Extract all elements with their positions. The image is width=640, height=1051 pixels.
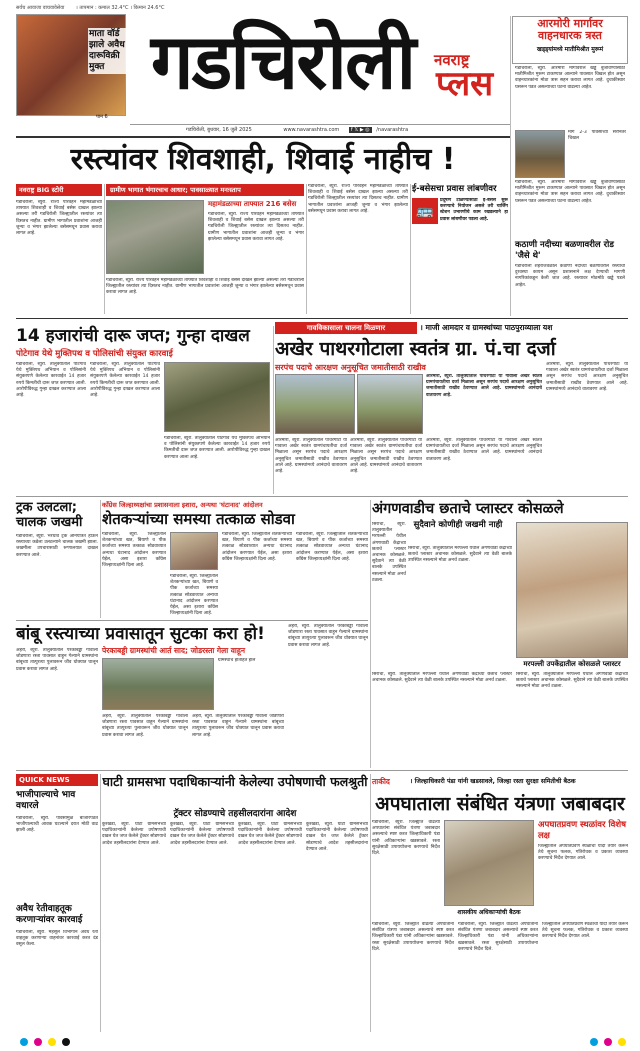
anganwadi-headline[interactable]: अंगणवाडीच छताचे प्लास्टर कोसळले xyxy=(372,501,564,517)
registration-mark xyxy=(62,1038,70,1046)
side-top-body-2: गडचिरोली, ब्युरो. आरमोरी मार्गावरील खड्डे बुजविण्यासाठी मातीमिश्रीत मुरूम टाकण्यात आल्याने पावसात चिखल होत असून वाहनधारकांना मोठा त्रास सहन करावा लागत आहे. दुचाकीस्वार घसरून पडत असल्याच्या घटना वाढल्या आहेत. xyxy=(515,180,625,204)
bamboo-photo xyxy=(102,658,214,710)
side-top-caption: मागे 2-3 पावसांच्या सरींनंतर चिखल xyxy=(568,130,626,142)
bamboo-headline[interactable]: बांबू रस्त्याच्या प्रवासातून सुटका करा हो! xyxy=(16,624,265,644)
accident-body-3: गडचिरोली, ब्युरो. जिल्ह्यात वाढत्या अपघातांना संबंधित यंत्रणा जबाबदार असल्याचे स्पष्ट करत जिल्हाधिकारी पंडा यांनी अधिकाऱ्यांना खडसावले. रस्ता सुरक्षेसाठी उपाययोजना करण्याचे निर्देश दिले. xyxy=(458,922,538,952)
quick-news-label: QUICK NEWS xyxy=(16,774,98,786)
farmers-body-2: गडचिरोली, ब्युरो. जिल्ह्यातील शेतकऱ्यांच्या खत, बियाणे व पीक कर्जाच्या समस्या तत्काळ सोडवाव्यात अन्यथा घंटानाद आंदोलन करण्यात येईल, असा इशारा काँग्रेस जिल्हाध्यक्षांनी दिला आहे. xyxy=(170,574,218,617)
big-story-tag: नवराष्ट्र BIG स्टोरी xyxy=(16,184,102,196)
bamboo-body-2: अहेरी, ब्युरो. तालुक्यातील पेरकाबड्डी गावाला जोडणारा रस्ता पावसात वाहून गेल्याने ग्रामस्थांना बांबूच्या तात्पुरत्या पुलावरून जीव धोक्यात घालून प्रवास करावा लागत आहे. xyxy=(102,714,188,738)
accident-photo xyxy=(444,820,534,906)
accident-body-4: जिल्ह्यातील अपघातप्रवण स्थळांची यादी तयार करून तेथे सूचना फलक, गतिरोधक व प्रकाश व्यवस्था करण्याचे निर्देश देण्यात आले. xyxy=(542,922,628,940)
quick-news-1-body: गडचिरोली, ब्युरो. पावसामुळे बाजारपेठेत भाजीपाल्याची आवक घटल्याने दरात मोठी वाढ झाली आहे. xyxy=(16,816,98,834)
lead-body: गडचिरोली, ब्युरो. राज्य परिवहन महामंडळाच्या ताफ्यात शिवशाही व शिवाई बसेस दाखल झाल्या असल्या तरी गडचिरोली जिल्ह्यातील रस्त्यांवर त्या दिसतच नाहीत. ग्रामीण भागातील प्रवाशांना आजही जुन्या व भंगार झालेल्या बसेसमधून प्रवास करावा लागत आहे. xyxy=(16,200,102,237)
weather-info: । तापमान : कमाल 32.4°C । किमान 24.6°C xyxy=(75,5,165,11)
gp-subhead: सरपंच पदाचे आरक्षण अनुसूचित जमातीसाठी राखीव xyxy=(275,363,426,372)
farmers-photo xyxy=(170,532,218,570)
social-handle[interactable]: /navarashtra xyxy=(376,127,409,133)
anganwadi-caption: मरपल्ली उपकेंद्रातील कोसळले प्लास्टर xyxy=(523,660,621,668)
registration-mark xyxy=(34,1038,42,1046)
social-icons[interactable]: f 𝕏 ▶ ◎ xyxy=(350,127,370,133)
gp-body-2: आरमोरी, ब्युरो. तालुक्यातील पाथरगोटा या गावाला अखेर स्वतंत्र ग्रामपंचायतीचा दर्जा मिळाला असून सरपंच पदाचे आरक्षण अनुसूचित जमातीसाठी राखीव ठेवण्यात आले आहे. ग्रामस्थांमध्ये आनंदाचे वातावरण आहे. xyxy=(350,438,422,475)
lead-kicker: ग्रामीण भागात भंगारचाच आधार; पावसाळ्यात मनःस्ताप xyxy=(106,184,304,196)
quick-news-1-headline[interactable]: भाजीपाल्याचे भाव वधारले xyxy=(16,790,76,811)
bamboo-subhead: पेरकाबड्डी ग्रामस्थांची आर्त साद; जोडरस्ता गेला वाहून xyxy=(102,646,246,655)
gp-body-3: आरमोरी, ब्युरो. तालुक्यातील पाथरगोटा या गावाला अखेर स्वतंत्र ग्रामपंचायतीचा दर्जा मिळाला असून सरपंच पदाचे आरक्षण अनुसूचित जमातीसाठी राखीव ठेवण्यात आले आहे. ग्रामस्थांमध्ये आनंदाचे वातावरण आहे. xyxy=(426,438,542,462)
registration-mark xyxy=(618,1038,626,1046)
registration-mark xyxy=(20,1038,28,1046)
anganwadi-body-3: सिरोंचा, ब्युरो. तालुक्यातील मरपल्ली येथील अंगणवाडी केंद्राच्या छताचे प्लास्टर अचानक कोसळले. सुदैवाने त्या वेळी बालके उपस्थित नसल्याने मोठा अनर्थ टळला. xyxy=(372,672,512,684)
liquor-photo xyxy=(164,362,270,432)
accident-body: गडचिरोली, ब्युरो. जिल्ह्यात वाढत्या अपघातांना संबंधित यंत्रणा जबाबदार असल्याचे स्पष्ट करत जिल्हाधिकारी पंडा यांनी अधिकाऱ्यांना खडसावले. रस्ता सुरक्षेसाठी उपाययोजना करण्याचे निर्देश दिले. xyxy=(372,820,440,857)
accident-body-2: गडचिरोली, ब्युरो. जिल्ह्यात वाढत्या अपघातांना संबंधित यंत्रणा जबाबदार असल्याचे स्पष्ट करत जिल्हाधिकारी पंडा यांनी अधिकाऱ्यांना खडसावले. रस्ता सुरक्षेसाठी उपाययोजना करण्याचे निर्देश दिले. xyxy=(372,922,454,952)
gp-intro: आरमोरी, ब्युरो. तालुक्यातील पाथरगोटा या गावाला अखेर स्वतंत्र ग्रामपंचायतीचा दर्जा मिळाला असून सरपंच पदाचे आरक्षण अनुसूचित जमातीसाठी राखीव ठेवण्यात आले आहे. ग्रामस्थांमध्ये आनंदाचे वातावरण आहे. xyxy=(426,374,542,398)
brand-bottom: प्लस xyxy=(436,64,494,104)
anganwadi-body: सिरोंचा, ब्युरो. तालुक्यातील मरपल्ली येथील अंगणवाडी केंद्राच्या छताचे प्लास्टर अचानक कोसळले. सुदैवाने त्या वेळी बालके उपस्थित नसल्याने मोठा अनर्थ टळला. xyxy=(372,522,406,583)
dateline-bar xyxy=(130,124,510,134)
strip2-text[interactable]: । जिल्हाधिकारी पंडा यांनी खडसावले, जिल्हा रस्ता सुरक्षा समितीची बैठक xyxy=(410,778,576,785)
farmers-headline[interactable]: शेतकऱ्यांच्या समस्या तत्काळ सोडवा xyxy=(102,510,295,528)
side-top-body: गडचिरोली, ब्युरो. आरमोरी मार्गावरील खड्डे बुजविण्यासाठी मातीमिश्रीत मुरूम टाकण्यात आल्याने पावसात चिखल होत असून वाहनधारकांना मोठा त्रास सहन करावा लागत आहे. दुचाकीस्वार घसरून पडत असल्याच्या घटना वाढल्या आहेत. xyxy=(515,66,625,90)
lead-body-3: गडचिरोली, ब्युरो. राज्य परिवहन महामंडळाच्या ताफ्यात शिवशाही व शिवाई बसेस दाखल झाल्या असल्या तरी गडचिरोली जिल्ह्यातील रस्त्यांवर त्या दिसतच नाहीत. ग्रामीण भागातील प्रवाशांना आजही जुन्या व भंगार झालेल्या बसेसमधून प्रवास करावा लागत आहे. xyxy=(106,278,304,296)
bus-icon: 🚌 xyxy=(412,198,438,224)
top-bar-left: सर्वच आवाजा वाचवावेसेवा xyxy=(16,5,65,11)
liquor-body: गडचिरोली, ब्युरो. तालुक्यातील पोटेगाव येथे मुक्तिपथ अभियान व पोलिसांनी संयुक्तपणे केलेल्या कारवाईत 14 हजार रुपये किमतीची दारू जप्त करण्यात आली. आरोपीविरुद्ध गुन्हा दाखल करण्यात आला आहे. xyxy=(16,362,86,399)
strip1-label: गावविकासाला चालना मिळणार xyxy=(275,322,417,334)
farmers-body: गडचिरोली, ब्युरो. जिल्ह्यातील शेतकऱ्यांच्या खत, बियाणे व पीक कर्जाच्या समस्या तत्काळ सोडवाव्यात अन्यथा घंटानाद आंदोलन करण्यात येईल, असा इशारा काँग्रेस जिल्हाध्यक्षांनी दिला आहे. xyxy=(102,532,166,569)
truck-body: गडचिरोली, ब्युरो. भरधाव ट्रक अनियंत्रित होऊन रस्त्याच्या कडेला उलटल्याने चालक जखमी झाला. जखमीला उपचारासाठी रुग्णालयात दाखल करण्यात आले. xyxy=(16,534,98,558)
ghati-headline[interactable]: घाटी ग्रामसभा पदाधिकाऱ्यांनी केलेल्या उपोषणाची फलश्रुती xyxy=(102,774,368,789)
side-top-headline[interactable]: आरमोरी मार्गावर वाहनधारक त्रस्त xyxy=(537,17,603,43)
masthead-title: गडचिरोली xyxy=(150,17,415,106)
gp-photo-2 xyxy=(357,374,423,434)
liquor-body-2: गडचिरोली, ब्युरो. तालुक्यातील पोटेगाव येथे मुक्तिपथ अभियान व पोलिसांनी संयुक्तपणे केलेल्या कारवाईत 14 हजार रुपये किमतीची दारू जप्त करण्यात आली. आरोपीविरुद्ध गुन्हा दाखल करण्यात आला आहे. xyxy=(90,362,160,399)
brand-top: नवराष्ट्र xyxy=(434,51,470,69)
quick-news-2-body: गडचिरोली, ब्युरो. महसूल विभागाने अवैध रेती वाहतूक करणाऱ्या वाहनांवर कारवाई करत दंड वसूल केला. xyxy=(16,930,98,948)
website[interactable]: www.navarashtra.com xyxy=(283,127,340,133)
lead-photo xyxy=(106,200,204,274)
registration-mark xyxy=(48,1038,56,1046)
bamboo-body-3: अहेरी, ब्युरो. तालुक्यातील पेरकाबड्डी गावाला जोडणारा रस्ता पावसात वाहून गेल्याने ग्रामस्थांना बांबूच्या तात्पुरत्या पुलावरून जीव धोक्यात घालून प्रवास करावा लागत आहे. xyxy=(192,714,284,738)
registration-mark xyxy=(590,1038,598,1046)
liquor-subhead: पोटेगाव येथे मुक्तिपथ व पोलिसांची संयुक्त कारवाई xyxy=(16,349,173,359)
registration-mark xyxy=(604,1038,612,1046)
page-tag: पान 6 xyxy=(96,114,108,120)
accident-side-headline[interactable]: अपघातप्रवण स्थळांवर विशेष लक्ष xyxy=(538,820,627,841)
ebus-body: प्रदूषण टाळण्यासाठी ई-बसेस सुरू करण्याचे नियोजन असले तरी चार्जिंग स्टेशन उभारणीचे काम रखडल्याने हा प्रवास लांबणीवर पडला आहे. xyxy=(440,198,508,222)
farmers-body-3: गडचिरोली, ब्युरो. जिल्ह्यातील शेतकऱ्यांच्या खत, बियाणे व पीक कर्जाच्या समस्या तत्काळ सोडवाव्यात अन्यथा घंटानाद आंदोलन करण्यात येईल, असा इशारा काँग्रेस जिल्हाध्यक्षांनी दिला आहे. xyxy=(222,532,292,562)
lead-body-4: गडचिरोली, ब्युरो. राज्य परिवहन महामंडळाच्या ताफ्यात शिवशाही व शिवाई बसेस दाखल झाल्या असल्या तरी गडचिरोली जिल्ह्यातील रस्त्यांवर त्या दिसतच नाहीत. ग्रामीण भागातील प्रवाशांना आजही जुन्या व भंगार झालेल्या बसेसमधून प्रवास करावा लागत आहे. xyxy=(308,184,408,214)
side-top-subhead: खड्ड्यांमध्ये मातीमिश्रीत मुरूमं xyxy=(536,46,604,53)
top-bar xyxy=(16,4,624,13)
lead-subhead: महामंडळाच्या ताफ्यात 216 बसेस xyxy=(208,200,297,208)
liquor-headline[interactable]: 14 हजारांची दारू जप्त; गुन्हा दाखल xyxy=(16,326,250,346)
ghati-body-2: कुरखेडा, ब्युरो. घाटी ग्रामसभेच्या पदाधिकाऱ्यांनी केलेल्या उपोषणाची दखल घेत जप्त केलेले ट्रॅक्टर सोडण्याचे आदेश तहसीलदारांना देण्यात आले. xyxy=(170,822,234,846)
farmers-kicker: काँग्रेस जिल्हाध्यक्षांचा प्रशासनाला इशारा, अन्यथा 'घंटानाद' आंदोलन xyxy=(102,501,263,509)
quick-news-2-headline[interactable]: अवैध रेतीवाहतूक करणाऱ्यांवर कारवाई xyxy=(16,904,83,925)
gp-body: आरमोरी, ब्युरो. तालुक्यातील पाथरगोटा या गावाला अखेर स्वतंत्र ग्रामपंचायतीचा दर्जा मिळाला असून सरपंच पदाचे आरक्षण अनुसूचित जमातीसाठी राखीव ठेवण्यात आले आहे. ग्रामस्थांमध्ये आनंदाचे वातावरण आहे. xyxy=(275,438,347,475)
lead-headline[interactable]: रस्त्यांवर शिवशाही, शिवाई नाहीच ! xyxy=(70,142,456,177)
farmers-body-4: गडचिरोली, ब्युरो. जिल्ह्यातील शेतकऱ्यांच्या खत, बियाणे व पीक कर्जाच्या समस्या तत्काळ सोडवाव्यात अन्यथा घंटानाद आंदोलन करण्यात येईल, असा इशारा काँग्रेस जिल्हाध्यक्षांनी दिला आहे. xyxy=(296,532,368,562)
anganwadi-photo xyxy=(516,522,628,658)
accident-photo-caption: शासकीय अधिकाऱ्यांची बैठक xyxy=(457,909,521,916)
gp-body-4: आरमोरी, ब्युरो. तालुक्यातील पाथरगोटा या गावाला अखेर स्वतंत्र ग्रामपंचायतीचा दर्जा मिळाला असून सरपंच पदाचे आरक्षण अनुसूचित जमातीसाठी राखीव ठेवण्यात आले आहे. ग्रामस्थांमध्ये आनंदाचे वातावरण आहे. xyxy=(546,362,628,392)
gp-photo-1 xyxy=(275,374,355,434)
dateline: गडचिरोली, बुधवार, 16 जुलै 2025 xyxy=(186,127,252,133)
ghati-subhead: ट्रॅक्टर सोडण्याचे तहसीलदारांना आदेश xyxy=(173,809,297,819)
side-sub2-body: गडचिरोली शहराजवळील कठाणी नदीच्या बळणावरील रस्त्याची दुरवस्था कायम असून प्रशासनाने लक्ष देण्याची मागणी नागरिकांकडून केली जात आहे. रस्त्यावर मोठमोठे खड्डे पडले आहेत. xyxy=(515,264,625,288)
accident-headline[interactable]: अपघाताला संबंधित यंत्रणा जबाबदार xyxy=(375,793,625,815)
liquor-body-3: गडचिरोली, ब्युरो. तालुक्यातील पोटेगाव येथे मुक्तिपथ अभियान व पोलिसांनी संयुक्तपणे केलेल्या कारवाईत 14 हजार रुपये किमतीची दारू जप्त करण्यात आली. आरोपीविरुद्ध गुन्हा दाखल करण्यात आला आहे. xyxy=(164,436,270,460)
strip1-text[interactable]: । माजी आमदार व ग्रामस्थांच्या पाठपुराव्याला यश xyxy=(420,323,553,332)
ebus-caption[interactable]: ई-बसेसचा प्रवास लांबणीवर xyxy=(412,184,497,194)
ghati-body: कुरखेडा, ब्युरो. घाटी ग्रामसभेच्या पदाधिकाऱ्यांनी केलेल्या उपोषणाची दखल घेत जप्त केलेले ट्रॅक्टर सोडण्याचे आदेश तहसीलदारांना देण्यात आले. xyxy=(102,822,166,846)
accident-side-body: जिल्ह्यातील अपघातप्रवण स्थळांची यादी तयार करून तेथे सूचना फलक, गतिरोधक व प्रकाश व्यवस्था करण्याचे निर्देश देण्यात आले. xyxy=(538,844,628,862)
side-sub2-headline[interactable]: कठाणी नदीच्या बळणावरील रोड 'जैसे थे' xyxy=(515,240,614,261)
anganwadi-body-4: सिरोंचा, ब्युरो. तालुक्यातील मरपल्ली येथील अंगणवाडी केंद्राच्या छताचे प्लास्टर अचानक कोसळले. सुदैवाने त्या वेळी बालके उपस्थित नसल्याने मोठा अनर्थ टळला. xyxy=(516,672,628,690)
lead-body-2: गडचिरोली, ब्युरो. राज्य परिवहन महामंडळाच्या ताफ्यात शिवशाही व शिवाई बसेस दाखल झाल्या असल्या तरी गडचिरोली जिल्ह्यातील रस्त्यांवर त्या दिसतच नाहीत. ग्रामीण भागातील प्रवाशांना आजही जुन्या व भंगार झालेल्या बसेसमधून प्रवास करावा लागत आहे. xyxy=(208,212,304,242)
anganwadi-body-2: सिरोंचा, ब्युरो. तालुक्यातील मरपल्ली येथील अंगणवाडी केंद्राच्या छताचे प्लास्टर अचानक कोसळले. सुदैवाने त्या वेळी बालके उपस्थित नसल्याने मोठा अनर्थ टळला. xyxy=(408,546,512,564)
bamboo-body-4: अहेरी, ब्युरो. तालुक्यातील पेरकाबड्डी गावाला जोडणारा रस्ता पावसात वाहून गेल्याने ग्रामस्थांना बांबूच्या तात्पुरत्या पुलावरून जीव धोक्यात घालून प्रवास करावा लागत आहे. xyxy=(288,624,368,648)
side-top-photo xyxy=(515,130,565,178)
ghati-body-4: कुरखेडा, ब्युरो. घाटी ग्रामसभेच्या पदाधिकाऱ्यांनी केलेल्या उपोषणाची दखल घेत जप्त केलेले ट्रॅक्टर सोडण्याचे आदेश तहसीलदारांना देण्यात आले. xyxy=(306,822,368,852)
strip2-label: ताकीद xyxy=(372,777,390,786)
truck-headline[interactable]: ट्रक उलटला; चालक जखमी xyxy=(16,500,83,530)
bamboo-caption: ग्रामस्थांचे होताहेत हाल xyxy=(218,658,256,663)
anganwadi-subhead: सुदैवाने कोणीही जखमी नाही xyxy=(413,520,503,530)
masthead-promo[interactable]: माता वॉर्ड झाले अवैध दारूविक्री मुक्त xyxy=(89,29,125,72)
ghati-body-3: कुरखेडा, ब्युरो. घाटी ग्रामसभेच्या पदाधिकाऱ्यांनी केलेल्या उपोषणाची दखल घेत जप्त केलेले ट्रॅक्टर सोडण्याचे आदेश तहसीलदारांना देण्यात आले. xyxy=(238,822,302,846)
bamboo-body: अहेरी, ब्युरो. तालुक्यातील पेरकाबड्डी गावाला जोडणारा रस्ता पावसात वाहून गेल्याने ग्रामस्थांना बांबूच्या तात्पुरत्या पुलावरून जीव धोक्यात घालून प्रवास करावा लागत आहे. xyxy=(16,648,98,672)
gp-headline[interactable]: अखेर पाथरगोटाला स्वतंत्र ग्रा. पं.चा दर्जा xyxy=(275,338,556,360)
